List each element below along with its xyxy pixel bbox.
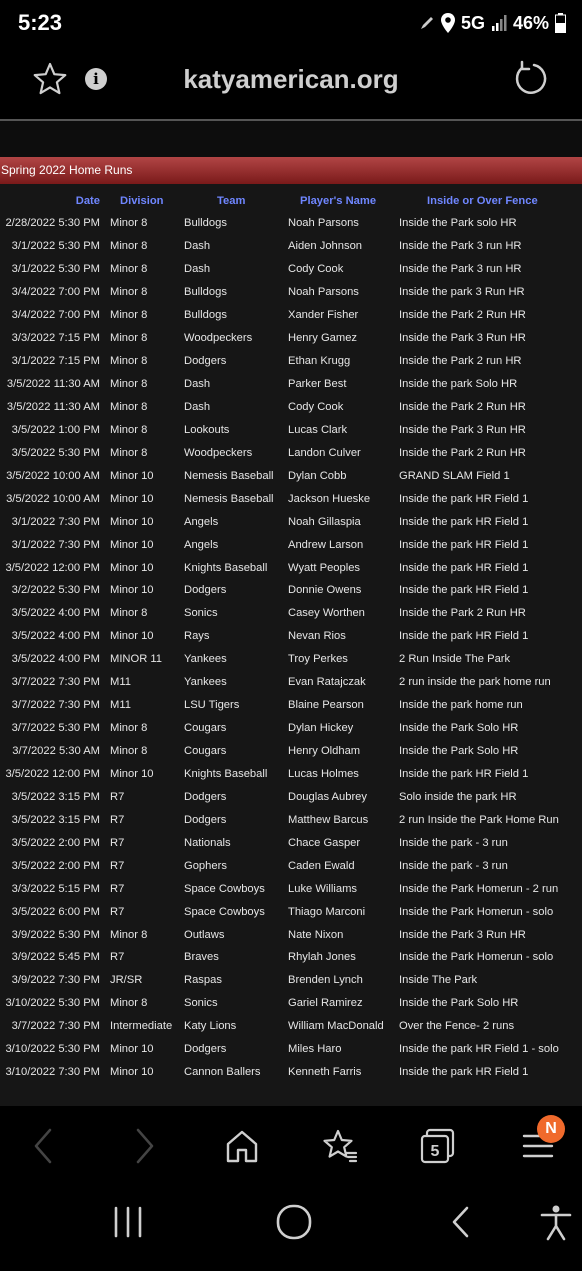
cell-player: Lucas Clark xyxy=(288,423,348,436)
cell-player: Parker Best xyxy=(288,378,347,391)
cell-player: Matthew Barcus xyxy=(288,813,369,826)
cell-inside-or-over: Inside the Park 3 Run HR xyxy=(399,928,526,941)
cell-player: William MacDonald xyxy=(288,1020,384,1033)
tabs-icon[interactable] xyxy=(419,1126,459,1166)
table-row xyxy=(0,258,559,281)
table-row xyxy=(0,602,559,625)
cell-date: 3/5/2022 2:00 PM xyxy=(11,859,100,872)
table-row xyxy=(0,717,559,740)
cell-division: R7 xyxy=(110,905,125,918)
cell-date: 3/1/2022 7:30 PM xyxy=(11,538,100,551)
cell-player: Nate Nixon xyxy=(288,928,344,941)
table-row xyxy=(0,671,559,694)
cell-division: Minor 10 xyxy=(110,1043,154,1056)
cell-division: R7 xyxy=(110,882,125,895)
cell-division: Minor 8 xyxy=(110,446,148,459)
table-row xyxy=(0,464,559,487)
table-row xyxy=(0,648,559,671)
table-row xyxy=(0,327,559,350)
cell-team: Katy Lions xyxy=(184,1020,237,1033)
cell-date: 3/7/2022 5:30 PM xyxy=(11,722,100,735)
table-row xyxy=(0,373,559,396)
cell-date: 3/7/2022 7:30 PM xyxy=(11,1020,100,1033)
cell-date: 3/2/2022 5:30 PM xyxy=(11,584,100,597)
table-row xyxy=(0,877,559,900)
cell-division: Minor 8 xyxy=(110,217,148,230)
home-circle-icon[interactable] xyxy=(274,1202,314,1242)
cell-team: Dodgers xyxy=(184,584,227,597)
system-nav-bar xyxy=(0,1186,582,1271)
notification-badge[interactable]: N xyxy=(537,1115,565,1143)
table-header-row xyxy=(0,189,559,212)
status-bar xyxy=(0,0,582,46)
cell-division: Intermediate xyxy=(110,1020,173,1033)
cell-player: Aiden Johnson xyxy=(288,240,363,253)
cell-player: Jackson Hueske xyxy=(288,492,371,505)
cell-date: 2/28/2022 5:30 PM xyxy=(5,217,100,230)
table-row xyxy=(0,740,559,763)
cell-inside-or-over: Inside the park - 3 run xyxy=(399,836,508,849)
cell-player: Cody Cook xyxy=(288,263,344,276)
forward-icon[interactable] xyxy=(132,1126,158,1166)
signal-icon xyxy=(491,15,507,31)
cell-player: Donnie Owens xyxy=(288,584,362,597)
table-row xyxy=(0,396,559,419)
cell-player: Nevan Rios xyxy=(288,630,346,643)
table-row xyxy=(0,785,559,808)
table-row xyxy=(0,556,559,579)
cell-player: Thiago Marconi xyxy=(288,905,366,918)
cell-player: Dylan Hickey xyxy=(288,722,354,735)
cell-date: 3/5/2022 3:15 PM xyxy=(11,813,100,826)
cell-player: Casey Worthen xyxy=(288,607,365,620)
recent-apps-icon[interactable] xyxy=(110,1202,146,1242)
cell-date: 3/5/2022 12:00 PM xyxy=(5,561,100,574)
battery-icon xyxy=(555,13,566,33)
cell-team: Gophers xyxy=(184,859,227,872)
table-row xyxy=(0,923,559,946)
cell-team: Knights Baseball xyxy=(184,767,268,780)
cell-team: Sonics xyxy=(184,997,218,1010)
bookmarks-icon[interactable] xyxy=(320,1126,360,1166)
cell-division: Minor 8 xyxy=(110,997,148,1010)
table-row xyxy=(0,808,559,831)
cell-team: Dash xyxy=(184,378,211,391)
header-team: Team xyxy=(217,194,246,207)
cell-team: Yankees xyxy=(184,653,227,666)
cell-team: Dash xyxy=(184,263,211,276)
cell-team: Angels xyxy=(184,515,219,528)
cell-team: Knights Baseball xyxy=(184,561,268,574)
cell-division: Minor 8 xyxy=(110,240,148,253)
cell-player: Rhylah Jones xyxy=(288,951,356,964)
cell-team: Nationals xyxy=(184,836,231,849)
table-row xyxy=(0,1038,559,1061)
cell-player: Cody Cook xyxy=(288,400,344,413)
cell-player: Dylan Cobb xyxy=(288,469,347,482)
cell-inside-or-over: Inside The Park xyxy=(399,974,478,987)
cell-team: Angels xyxy=(184,538,219,551)
pen-icon xyxy=(419,15,435,31)
header-date: Date xyxy=(75,194,100,207)
header-inside-or-over: Inside or Over Fence xyxy=(427,194,538,207)
cell-date: 3/1/2022 7:15 PM xyxy=(11,355,100,368)
cell-team: Dodgers xyxy=(184,355,227,368)
home-runs-table xyxy=(0,189,559,1084)
cell-date: 3/7/2022 7:30 PM xyxy=(11,676,100,689)
cell-date: 3/10/2022 5:30 PM xyxy=(5,997,100,1010)
cell-player: Chace Gasper xyxy=(288,836,361,849)
cell-division: JR/SR xyxy=(110,974,143,987)
cell-division: Minor 10 xyxy=(110,469,154,482)
cell-team: Woodpeckers xyxy=(184,446,253,459)
browser-nav-bar xyxy=(0,1106,582,1186)
cell-inside-or-over: Inside the Park solo HR xyxy=(399,217,517,230)
cell-player: Noah Gillaspia xyxy=(288,515,361,528)
cell-division: R7 xyxy=(110,859,125,872)
cell-player: Ethan Krugg xyxy=(288,355,351,368)
cell-date: 3/5/2022 4:00 PM xyxy=(11,607,100,620)
cell-division: Minor 10 xyxy=(110,767,154,780)
cell-division: Minor 10 xyxy=(110,630,154,643)
cell-date: 3/3/2022 5:15 PM xyxy=(11,882,100,895)
cell-division: Minor 8 xyxy=(110,928,148,941)
cell-inside-or-over: Inside the park HR Field 1 xyxy=(399,492,529,505)
cell-inside-or-over: Inside the park HR Field 1 - solo xyxy=(399,1043,559,1056)
cell-date: 3/5/2022 10:00 AM xyxy=(6,492,100,505)
tab-count: 5 xyxy=(430,1143,440,1160)
cell-inside-or-over: Inside the park HR Field 1 xyxy=(399,515,529,528)
back-icon[interactable] xyxy=(30,1126,56,1166)
cell-date: 3/3/2022 7:15 PM xyxy=(11,332,100,345)
cell-date: 3/5/2022 1:00 PM xyxy=(11,423,100,436)
home-icon[interactable] xyxy=(224,1126,260,1166)
address-bar xyxy=(0,46,582,118)
cell-date: 3/5/2022 12:00 PM xyxy=(5,767,100,780)
cell-division: Minor 8 xyxy=(110,355,148,368)
cell-date: 3/1/2022 5:30 PM xyxy=(11,263,100,276)
cell-team: Space Cowboys xyxy=(184,882,265,895)
cell-inside-or-over: GRAND SLAM Field 1 xyxy=(399,469,510,482)
battery-percent: 46% xyxy=(512,12,549,33)
cell-date: 3/9/2022 5:45 PM xyxy=(11,951,100,964)
table-row xyxy=(0,854,559,877)
page-top-strip xyxy=(0,121,582,157)
cell-inside-or-over: Inside the Park 2 run HR xyxy=(399,355,522,368)
cell-player: Blaine Pearson xyxy=(288,699,364,712)
cell-inside-or-over: Inside the Park Homerun - solo xyxy=(399,905,554,918)
cell-team: Yankees xyxy=(184,676,227,689)
table-row xyxy=(0,533,559,556)
cell-team: Raspas xyxy=(184,974,222,987)
cell-team: Rays xyxy=(184,630,210,643)
cell-date: 3/4/2022 7:00 PM xyxy=(11,286,100,299)
cell-division: Minor 8 xyxy=(110,332,148,345)
cell-date: 3/10/2022 7:30 PM xyxy=(5,1066,100,1079)
cell-inside-or-over: Inside the Park 2 Run HR xyxy=(399,607,526,620)
cell-date: 3/10/2022 5:30 PM xyxy=(5,1043,100,1056)
table-row xyxy=(0,418,559,441)
cell-date: 3/5/2022 5:30 PM xyxy=(11,446,100,459)
cell-division: Minor 8 xyxy=(110,745,148,758)
cell-division: Minor 10 xyxy=(110,515,154,528)
location-icon xyxy=(441,13,455,33)
cell-team: Outlaws xyxy=(184,928,225,941)
web-page-content[interactable] xyxy=(0,121,582,1106)
cell-division: Minor 8 xyxy=(110,423,148,436)
cell-player: Wyatt Peoples xyxy=(288,561,361,574)
table-row xyxy=(0,946,559,969)
cell-division: MINOR 11 xyxy=(110,653,163,666)
cell-inside-or-over: Inside the Park 3 Run HR xyxy=(399,423,526,436)
cell-inside-or-over: Inside the park - 3 run xyxy=(399,859,508,872)
cell-inside-or-over: Inside the park HR Field 1 xyxy=(399,767,529,780)
cell-team: Bulldogs xyxy=(184,286,227,299)
table-row xyxy=(0,1061,559,1084)
cell-inside-or-over: Inside the park Solo HR xyxy=(399,378,518,391)
table-row xyxy=(0,579,559,602)
cell-team: Nemesis Baseball xyxy=(184,492,274,505)
cell-player: Landon Culver xyxy=(288,446,361,459)
cell-inside-or-over: Inside the Park Solo HR xyxy=(399,997,519,1010)
cell-team: Cannon Ballers xyxy=(184,1066,261,1079)
table-row xyxy=(0,350,559,373)
cell-date: 3/5/2022 4:00 PM xyxy=(11,653,100,666)
table-row xyxy=(0,304,559,327)
cell-inside-or-over: Inside the Park 3 run HR xyxy=(399,240,522,253)
cell-division: R7 xyxy=(110,813,125,826)
cell-player: Evan Ratajczak xyxy=(288,676,366,689)
cell-inside-or-over: 2 Run Inside The Park xyxy=(399,653,511,666)
cell-player: Miles Haro xyxy=(288,1043,342,1056)
cell-inside-or-over: 2 run inside the park home run xyxy=(399,676,551,689)
cell-player: Brenden Lynch xyxy=(288,974,363,987)
cell-inside-or-over: Inside the Park 3 run HR xyxy=(399,263,522,276)
cell-inside-or-over: Inside the park HR Field 1 xyxy=(399,561,529,574)
cell-inside-or-over: Inside the park HR Field 1 xyxy=(399,538,529,551)
cell-division: Minor 10 xyxy=(110,538,154,551)
status-indicators xyxy=(419,11,566,35)
system-back-icon[interactable] xyxy=(446,1202,476,1242)
cell-team: Dash xyxy=(184,400,211,413)
table-row xyxy=(0,992,559,1015)
cell-inside-or-over: Inside the Park 2 Run HR xyxy=(399,400,526,413)
cell-division: Minor 8 xyxy=(110,263,148,276)
cell-team: Lookouts xyxy=(184,423,230,436)
cell-division: Minor 8 xyxy=(110,309,148,322)
cell-team: Cougars xyxy=(184,745,227,758)
accessibility-icon[interactable] xyxy=(538,1202,574,1242)
cell-inside-or-over: Inside the park HR Field 1 xyxy=(399,584,529,597)
network-type: 5G xyxy=(460,12,485,33)
cell-division: Minor 8 xyxy=(110,400,148,413)
url-text[interactable]: katyamerican.org xyxy=(183,64,399,94)
cell-team: Bulldogs xyxy=(184,309,227,322)
cell-division: R7 xyxy=(110,790,125,803)
cell-player: Lucas Holmes xyxy=(288,767,359,780)
cell-inside-or-over: Inside the Park Homerun - 2 run xyxy=(399,882,559,895)
cell-player: Noah Parsons xyxy=(288,286,359,299)
table-row xyxy=(0,212,559,235)
cell-inside-or-over: 2 run Inside the Park Home Run xyxy=(399,813,559,826)
table-row xyxy=(0,969,559,992)
cell-player: Henry Oldham xyxy=(288,745,361,758)
cell-date: 3/7/2022 5:30 AM xyxy=(12,745,100,758)
cell-date: 3/5/2022 6:00 PM xyxy=(11,905,100,918)
cell-inside-or-over: Inside the park 3 Run HR xyxy=(399,286,525,299)
cell-player: Gariel Ramirez xyxy=(288,997,363,1010)
cell-team: Space Cowboys xyxy=(184,905,265,918)
cell-division: Minor 10 xyxy=(110,492,154,505)
cell-player: Kenneth Farris xyxy=(288,1066,362,1079)
cell-player: Troy Perkes xyxy=(288,653,348,666)
cell-inside-or-over: Inside the park HR Field 1 xyxy=(399,1066,529,1079)
cell-division: Minor 8 xyxy=(110,286,148,299)
cell-date: 3/5/2022 10:00 AM xyxy=(6,469,100,482)
cell-team: Dodgers xyxy=(184,813,227,826)
cell-division: Minor 8 xyxy=(110,607,148,620)
cell-team: Dash xyxy=(184,240,211,253)
cell-inside-or-over: Inside the Park Solo HR xyxy=(399,745,519,758)
cell-date: 3/5/2022 11:30 AM xyxy=(6,378,100,391)
table-row xyxy=(0,487,559,510)
cell-date: 3/5/2022 4:00 PM xyxy=(11,630,100,643)
cell-inside-or-over: Over the Fence- 2 runs xyxy=(399,1020,515,1033)
table-row xyxy=(0,281,559,304)
table-row xyxy=(0,441,559,464)
cell-player: Luke Williams xyxy=(288,882,358,895)
cell-division: Minor 10 xyxy=(110,584,154,597)
cell-player: Caden Ewald xyxy=(288,859,355,872)
cell-date: 3/4/2022 7:00 PM xyxy=(11,309,100,322)
cell-division: R7 xyxy=(110,951,125,964)
table-row xyxy=(0,694,559,717)
cell-date: 3/1/2022 7:30 PM xyxy=(11,515,100,528)
cell-inside-or-over: Inside the Park Solo HR xyxy=(399,722,519,735)
cell-inside-or-over: Solo inside the park HR xyxy=(399,790,517,803)
reload-icon[interactable] xyxy=(512,60,548,96)
cell-team: Sonics xyxy=(184,607,218,620)
cell-division: Minor 10 xyxy=(110,561,154,574)
cell-date: 3/7/2022 7:30 PM xyxy=(11,699,100,712)
table-body xyxy=(0,212,559,1084)
table-row xyxy=(0,235,559,258)
table-row xyxy=(0,510,559,533)
cell-inside-or-over: Inside the Park 2 Run HR xyxy=(399,446,526,459)
header-player: Player's Name xyxy=(300,194,377,207)
cell-division: M11 xyxy=(110,699,131,712)
cell-team: LSU Tigers xyxy=(184,699,240,712)
table-row xyxy=(0,625,559,648)
cell-date: 3/9/2022 7:30 PM xyxy=(11,974,100,987)
cell-team: Cougars xyxy=(184,722,227,735)
cell-division: R7 xyxy=(110,836,125,849)
cell-inside-or-over: Inside the Park 3 Run HR xyxy=(399,332,526,345)
info-icon[interactable]: i xyxy=(85,68,107,90)
table-row xyxy=(0,1015,559,1038)
cell-inside-or-over: Inside the Park 2 Run HR xyxy=(399,309,526,322)
cell-inside-or-over: Inside the Park Homerun - solo xyxy=(399,951,554,964)
cell-date: 3/5/2022 2:00 PM xyxy=(11,836,100,849)
cell-division: M11 xyxy=(110,676,131,689)
cell-date: 3/5/2022 3:15 PM xyxy=(11,790,100,803)
cell-division: Minor 8 xyxy=(110,722,148,735)
cell-date: 3/5/2022 11:30 AM xyxy=(6,400,100,413)
table-row xyxy=(0,763,559,786)
status-time: 5:23 xyxy=(18,10,63,35)
cell-inside-or-over: Inside the park HR Field 1 xyxy=(399,630,529,643)
cell-team: Nemesis Baseball xyxy=(184,469,274,482)
cell-team: Woodpeckers xyxy=(184,332,253,345)
cell-player: Xander Fisher xyxy=(288,309,359,322)
cell-division: Minor 8 xyxy=(110,378,148,391)
cell-inside-or-over: Inside the park home run xyxy=(399,699,523,712)
cell-player: Henry Gamez xyxy=(288,332,358,345)
cell-team: Dodgers xyxy=(184,790,227,803)
cell-team: Braves xyxy=(184,951,219,964)
cell-player: Andrew Larson xyxy=(288,538,364,551)
table-row xyxy=(0,900,559,923)
cell-team: Bulldogs xyxy=(184,217,227,230)
cell-division: Minor 10 xyxy=(110,1066,154,1079)
section-title: Spring 2022 Home Runs xyxy=(0,157,582,184)
cell-player: Douglas Aubrey xyxy=(288,790,367,803)
cell-date: 3/9/2022 5:30 PM xyxy=(11,928,100,941)
table-row xyxy=(0,831,559,854)
cell-date: 3/1/2022 5:30 PM xyxy=(11,240,100,253)
cell-team: Dodgers xyxy=(184,1043,227,1056)
header-division: Division xyxy=(120,194,164,207)
cell-player: Noah Parsons xyxy=(288,217,359,230)
